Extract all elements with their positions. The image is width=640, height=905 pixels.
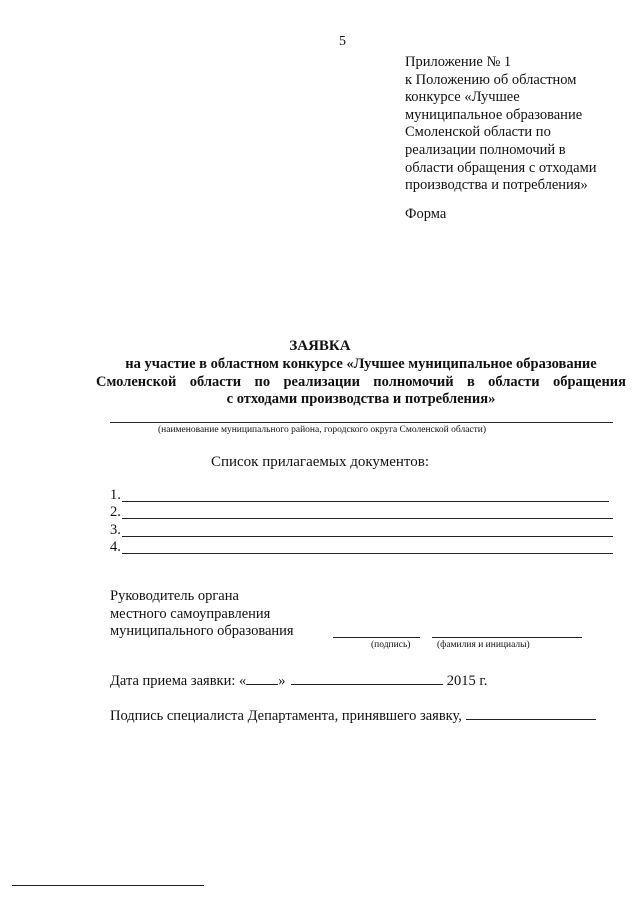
appendix-line: к Положению об областном (405, 71, 577, 88)
footer-rule (12, 885, 204, 886)
appendix-line: конкурсе «Лучшее (405, 89, 520, 106)
document-item-3 (110, 522, 121, 539)
document-field-1[interactable] (122, 501, 609, 502)
head-line: Руководитель органа (110, 588, 239, 604)
documents-list-title: Список прилагаемых документов: (210, 454, 430, 470)
specialist-signature-field[interactable] (466, 705, 596, 720)
document-item-2 (110, 504, 121, 521)
municipality-name-field[interactable] (110, 422, 613, 423)
document-field-4[interactable] (122, 553, 613, 554)
receipt-date-quote: » (278, 673, 286, 689)
receipt-month-field[interactable] (291, 670, 443, 685)
appendix-line: Приложение № 1 (405, 54, 512, 70)
receipt-day-field[interactable] (246, 670, 278, 685)
subtitle-line: Смоленской области по реализации полномочий в области обращения (96, 373, 626, 390)
item-number: 2. (110, 504, 121, 520)
head-signature-block (110, 588, 294, 641)
document-title: ЗАЯВКА (289, 338, 351, 354)
full-name-field[interactable] (432, 637, 582, 638)
document-field-3[interactable] (122, 536, 613, 537)
head-line: местного самоуправления (110, 605, 271, 622)
document-item-1 (110, 487, 121, 504)
subtitle-line: на участие в областном конкурсе «Лучшее муниципальное образование (125, 356, 597, 372)
specialist-label: Подпись специалиста Департамента, принявшего заявку, (110, 708, 462, 724)
appendix-line: муниципальное образование (405, 106, 583, 123)
page-number: 5 (339, 34, 346, 49)
specialist-signature-row (110, 705, 596, 725)
item-number: 3. (110, 522, 121, 538)
appendix-line: области обращения с отходами (405, 159, 597, 176)
document-subtitle (96, 356, 626, 409)
appendix-line: Смоленской области по (405, 124, 551, 141)
subtitle-line: с отходами производства и потребления» (226, 391, 496, 407)
appendix-line: реализации полномочий в (405, 141, 566, 158)
full-name-caption: (фамилия и инициалы) (437, 640, 530, 650)
item-number: 4. (110, 539, 121, 555)
form-label: Форма (405, 206, 447, 222)
document-field-2[interactable] (122, 518, 613, 519)
head-line: муниципального образования (110, 623, 294, 639)
item-number: 1. (110, 487, 121, 503)
signature-field[interactable] (333, 637, 420, 638)
municipality-name-caption: (наименование муниципального района, городского округа Смоленской области) (158, 425, 487, 435)
receipt-date-label: Дата приема заявки: « (110, 673, 247, 689)
receipt-year: 2015 г. (446, 673, 488, 689)
appendix-line: производства и потребления» (405, 177, 588, 194)
receipt-date-row (110, 670, 487, 690)
document-item-4 (110, 539, 121, 556)
appendix-header (405, 54, 625, 195)
signature-caption: (подпись) (371, 640, 411, 650)
